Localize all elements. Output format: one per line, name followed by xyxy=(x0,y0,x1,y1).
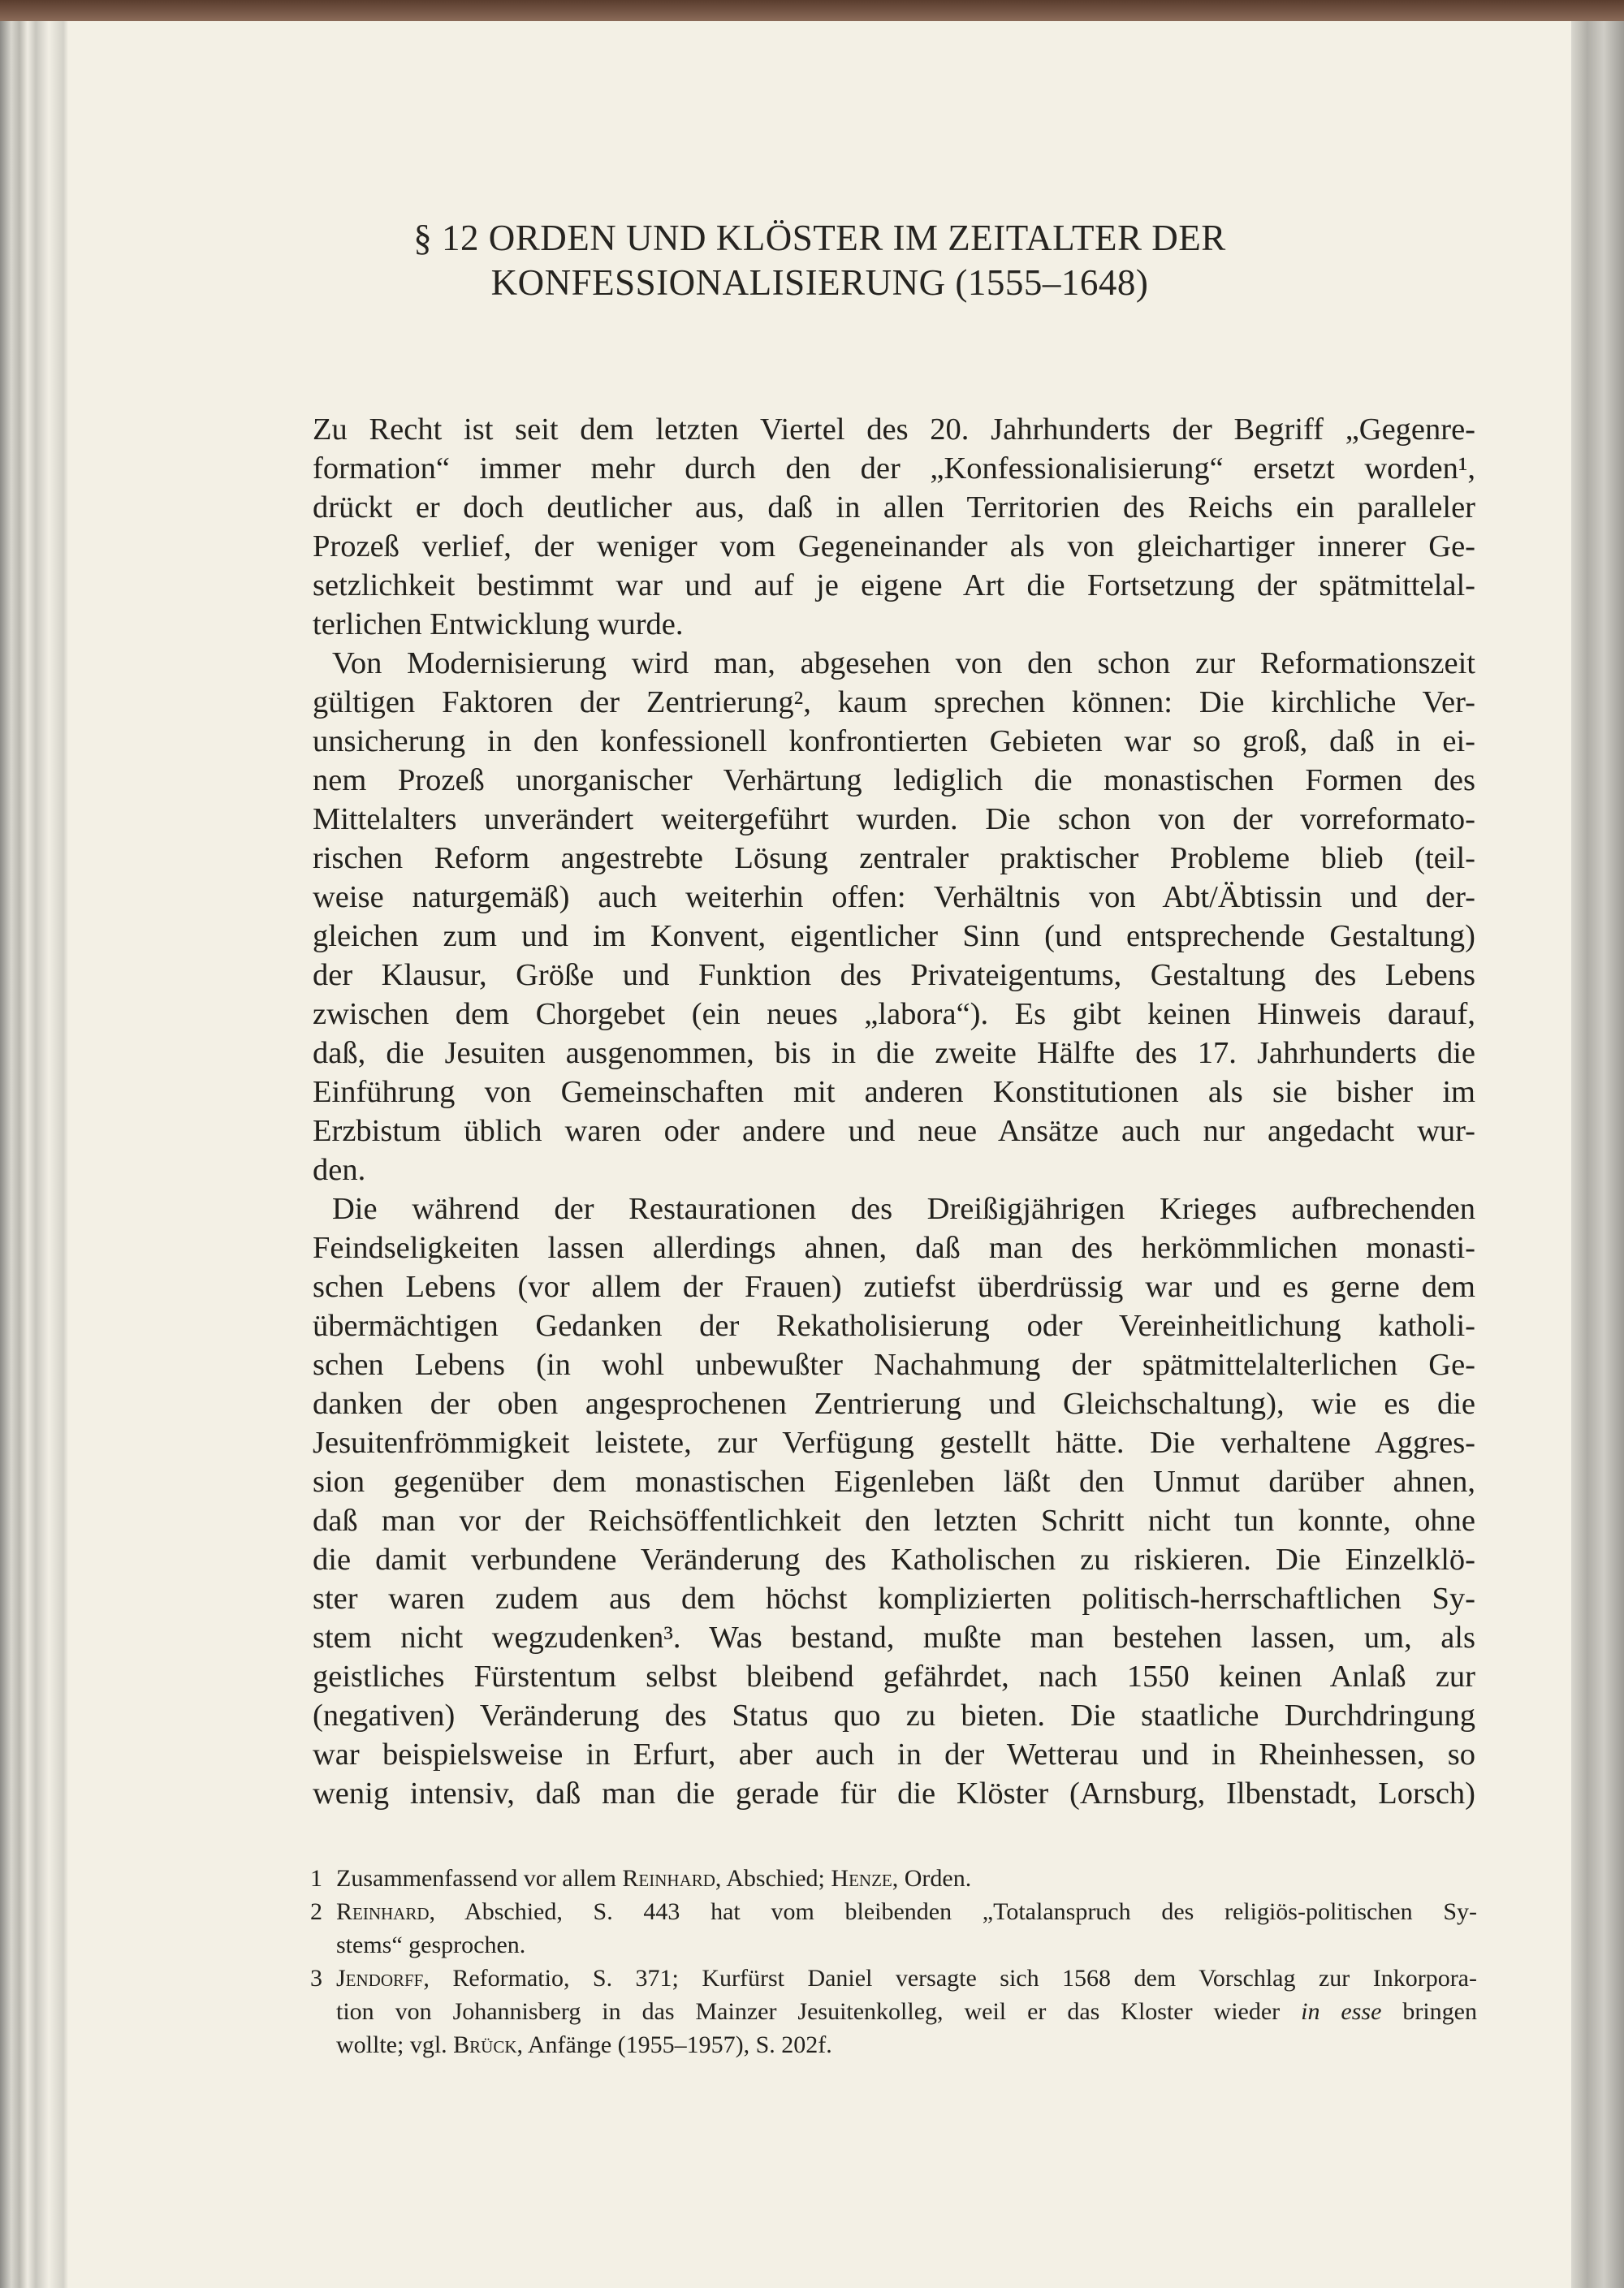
footnote-text: Zusammenfassend vor allem xyxy=(336,1865,623,1892)
footnote-number: 3 xyxy=(310,1965,322,1992)
body-line: war beispielsweise in Erfurt, aber auch in der Wetterau und in Rheinhessen, so xyxy=(313,1738,1475,1772)
footnote-text: bringen xyxy=(1381,1998,1477,2025)
author-name: Reinhard xyxy=(622,1865,715,1892)
author-name: Reinhard xyxy=(336,1898,430,1925)
chapter-heading-line-2: KONFESSIONALISIERUNG (1555–1648) xyxy=(490,262,1149,303)
body-line: setzlichkeit bestimmt war und auf je eigene Art die Fortsetzung der spätmittelal- xyxy=(313,568,1475,602)
body-line: formation“ immer mehr durch den der „Konfessionalisierung“ ersetzt worden¹, xyxy=(313,451,1475,486)
book-page xyxy=(68,21,1571,2288)
body-line: danken der oben angesprochenen Zentrierung und Gleichschaltung), wie es die xyxy=(313,1387,1475,1421)
body-line: gültigen Faktoren der Zentrierung², kaum sprechen können: Die kirchliche Ver- xyxy=(313,685,1475,719)
footnote-text: wollte; vgl. xyxy=(336,2031,454,2058)
body-line: schen Lebens (in wohl unbewußter Nachahmung der spätmittelalterlichen Ge- xyxy=(313,1348,1475,1382)
body-line: ster waren zudem aus dem höchst komplizierten politisch-herrschaftlichen Sy- xyxy=(313,1582,1475,1616)
body-line: übermächtigen Gedanken der Rekatholisierung oder Vereinheitlichung katholi- xyxy=(313,1309,1475,1343)
body-line: (negativen) Veränderung des Status quo zu bieten. Die staatliche Durchdringung xyxy=(313,1699,1475,1733)
body-line: sion gegenüber dem monastischen Eigenleben läßt den Unmut darüber ahnen, xyxy=(313,1465,1475,1499)
body-line: daß, die Jesuiten ausgenommen, bis in die zweite Hälfte des 17. Jahrhunderts die xyxy=(313,1036,1475,1070)
footnote-text: , Orden. xyxy=(892,1865,972,1892)
footnote-text: , Reformatio, S. 371; Kurfürst Daniel versagte sich 1568 dem Vorschlag zur Inkorpora- xyxy=(423,1965,1477,1992)
author-name: Brück xyxy=(453,2031,517,2058)
body-line: terlichen Entwicklung wurde. xyxy=(313,607,684,641)
body-line: stem nicht wegzudenken³. Was bestand, mußte man bestehen lassen, um, als xyxy=(313,1621,1475,1655)
footnote-text: stems“ gesprochen. xyxy=(336,1932,526,1958)
body-line: Einführung von Gemeinschaften mit anderen Konstitutionen als sie bisher im xyxy=(313,1075,1475,1109)
body-line: die damit verbundene Veränderung des Katholischen zu riskieren. Die Einzelklö- xyxy=(313,1543,1475,1577)
body-line: Mittelalters unverändert weitergeführt wurden. Die schon von der vorreformato- xyxy=(313,802,1475,836)
body-line: wenig intensiv, daß man die gerade für die Klöster (Arnsburg, Ilbenstadt, Lorsch) xyxy=(313,1776,1475,1811)
footnote-number: 2 xyxy=(310,1898,322,1925)
body-line: daß man vor der Reichsöffentlichkeit den letzten Schritt nicht tun konnte, ohne xyxy=(313,1504,1475,1538)
author-name: Jendorff xyxy=(336,1965,424,1992)
footnote-text: , Abschied; xyxy=(715,1865,831,1892)
body-line: Prozeß verlief, der weniger vom Gegeneinander als von gleichartiger innerer Ge- xyxy=(313,529,1475,563)
body-line: Erzbistum üblich waren oder andere und neue Ansätze auch nur angedacht wur- xyxy=(313,1114,1475,1148)
footnote-line xyxy=(336,1931,1477,1960)
footnote-line xyxy=(336,1864,1477,1893)
body-line: den. xyxy=(313,1153,366,1187)
footnote-text: tion von Johannisberg in das Mainzer Jesuitenkolleg, weil er das Kloster wieder xyxy=(336,1998,1302,2025)
footnote-line xyxy=(336,1897,1477,1927)
body-line: drückt er doch deutlicher aus, daß in allen Territorien des Reichs ein paralleler xyxy=(313,490,1475,525)
body-line: zwischen dem Chorgebet (ein neues „labora“). Es gibt keinen Hinweis darauf, xyxy=(313,997,1475,1031)
body-line: nem Prozeß unorganischer Verhärtung lediglich die monastischen Formen des xyxy=(313,763,1475,797)
footnote-text: , Abschied, S. 443 hat vom bleibenden „Totalanspruch des religiös-politischen Sy- xyxy=(429,1898,1477,1925)
body-line: Feindseligkeiten lassen allerdings ahnen, daß man des herkömmlichen monasti- xyxy=(313,1231,1475,1265)
body-line: Jesuitenfrömmigkeit leistete, zur Verfügung gestellt hätte. Die verhaltene Aggres- xyxy=(313,1426,1475,1460)
body-line: schen Lebens (vor allem der Frauen) zutiefst überdrüssig war und es gerne dem xyxy=(313,1270,1475,1304)
footnote-number: 1 xyxy=(310,1865,322,1892)
body-line: Die während der Restaurationen des Dreißigjährigen Krieges aufbrechenden xyxy=(332,1192,1475,1226)
italic-text: in esse xyxy=(1301,1998,1382,2025)
footnote-text: , Anfänge (1955–1957), S. 202f. xyxy=(516,2031,832,2058)
footnote-line xyxy=(336,1964,1477,1993)
book-gutter-edge xyxy=(0,21,68,2288)
author-name: Henze xyxy=(831,1865,892,1892)
chapter-heading-line-1: § 12 ORDEN UND KLÖSTER IM ZEITALTER DER xyxy=(413,218,1226,258)
footnote-line xyxy=(336,2031,1477,2060)
body-line: geistliches Fürstentum selbst bleibend gefährdet, nach 1550 keinen Anlaß zur xyxy=(313,1660,1475,1694)
body-line: weise naturgemäß) auch weiterhin offen: Verhältnis von Abt/Äbtissin und der- xyxy=(313,880,1475,914)
body-line: Zu Recht ist seit dem letzten Viertel des 20. Jahrhunderts der Begriff „Gegenre- xyxy=(313,412,1475,447)
body-line: der Klausur, Größe und Funktion des Privateigentums, Gestaltung des Lebens xyxy=(313,958,1475,992)
page-fore-edge xyxy=(1571,21,1624,2288)
body-line: unsicherung in den konfessionell konfrontierten Gebieten war so groß, daß in ei- xyxy=(313,724,1475,758)
body-line: Von Modernisierung wird man, abgesehen von den schon zur Reformationszeit xyxy=(332,646,1475,680)
body-line: gleichen zum und im Konvent, eigentlicher Sinn (und entsprechende Gestaltung) xyxy=(313,919,1475,953)
body-line: rischen Reform angestrebte Lösung zentraler praktischer Probleme blieb (teil- xyxy=(313,841,1475,875)
footnote-line xyxy=(336,1997,1477,2027)
scan-top-edge xyxy=(0,0,1624,21)
